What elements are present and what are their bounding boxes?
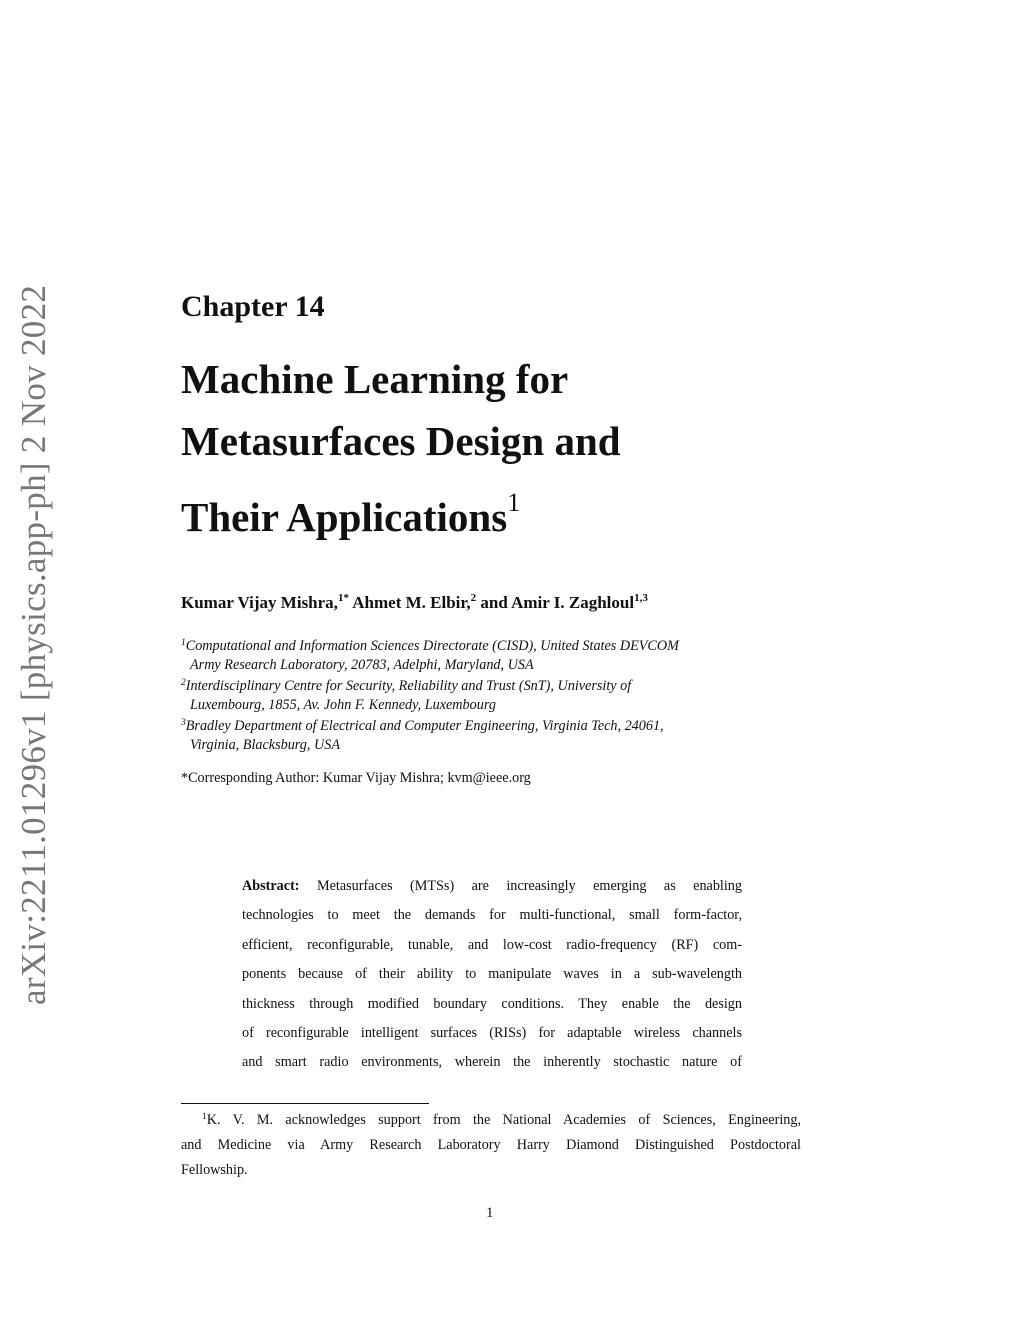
abstract-line: thickness through modified boundary conditions. They enable the design [242, 995, 742, 1012]
footnote-line: $^1$K. V. M. acknowledges support from the National Academies of Sciences, Engineering, [202, 1112, 801, 1128]
affiliation-mark: 1 [181, 638, 186, 648]
affiliation-line: Luxembourg, 1855, Av. John F. Kennedy, Luxembourg [190, 696, 496, 713]
footnote-mark: 1 [202, 1112, 207, 1122]
abstract [242, 872, 742, 1078]
abstract-label: Abstract: [242, 878, 300, 894]
title-footnote-mark: 1 [507, 488, 521, 517]
chapter-label: Chapter 14 [181, 290, 325, 323]
page-number: 1 [486, 1205, 494, 1221]
footnote [181, 1105, 801, 1183]
author-mark: 1* [337, 592, 349, 604]
footnote-rule [181, 1103, 429, 1104]
affiliation-line: Army Research Laboratory, 20783, Adelphi, Maryland, USA [190, 656, 534, 673]
affiliation [181, 634, 801, 674]
abstract-line: ponents because of their ability to manipulate waves in a sub-wavelength [242, 966, 742, 983]
author-list [181, 592, 648, 613]
author-name: and Amir I. Zaghloul [480, 593, 635, 612]
affiliation-line: Computational and Information Sciences Directorate (CISD), United States DEVCOM [185, 638, 679, 654]
chapter-title [181, 348, 621, 548]
affiliation-mark: 3 [181, 718, 186, 728]
affiliation-list [181, 634, 801, 754]
corresponding-author: *Corresponding Author: Kumar Vijay Mishra; kvm@ieee.org [181, 770, 531, 786]
abstract-line: and smart radio environments, wherein the inherently stochastic nature of [242, 1054, 742, 1071]
affiliation-line: Virginia, Blacksburg, USA [190, 736, 340, 753]
author-mark: 1,3 [634, 592, 648, 604]
footnote-line: and Medicine via Army Research Laboratory Harry Diamond Distinguished Postdoctoral [181, 1137, 801, 1153]
author-mark: 2 [470, 592, 477, 604]
arxiv-identifier: arXiv:2211.01296v1 [physics.app-ph] 2 Nov 2022 [14, 284, 53, 1005]
affiliation-mark: 2 [181, 678, 186, 688]
footnote-line: Fellowship. [181, 1162, 248, 1178]
abstract-line: of reconfigurable intelligent surfaces (RISs) for adaptable wireless channels [242, 1025, 742, 1042]
affiliation-line: Interdisciplinary Centre for Security, Reliability and Trust (SnT), University of [185, 678, 632, 694]
affiliation [181, 674, 801, 714]
title-line: Metasurfaces Design and [181, 418, 621, 464]
abstract-line: technologies to meet the demands for multi-functional, small form-factor, [242, 907, 742, 924]
abstract-line: Abstract: Metasurfaces (MTSs) are increasingly emerging as enabling [242, 878, 742, 894]
affiliation [181, 714, 801, 754]
affiliation-line: Bradley Department of Electrical and Computer Engineering, Virginia Tech, 24061, [185, 718, 664, 734]
abstract-line: efficient, reconfigurable, tunable, and low-cost radio-frequency (RF) com- [242, 936, 742, 953]
author-name: Ahmet M. Elbir, [352, 593, 471, 612]
title-line: Machine Learning for [181, 356, 569, 402]
author-name: Kumar Vijay Mishra, [181, 593, 338, 612]
title-line: Their Applications$^1$ [181, 488, 521, 540]
